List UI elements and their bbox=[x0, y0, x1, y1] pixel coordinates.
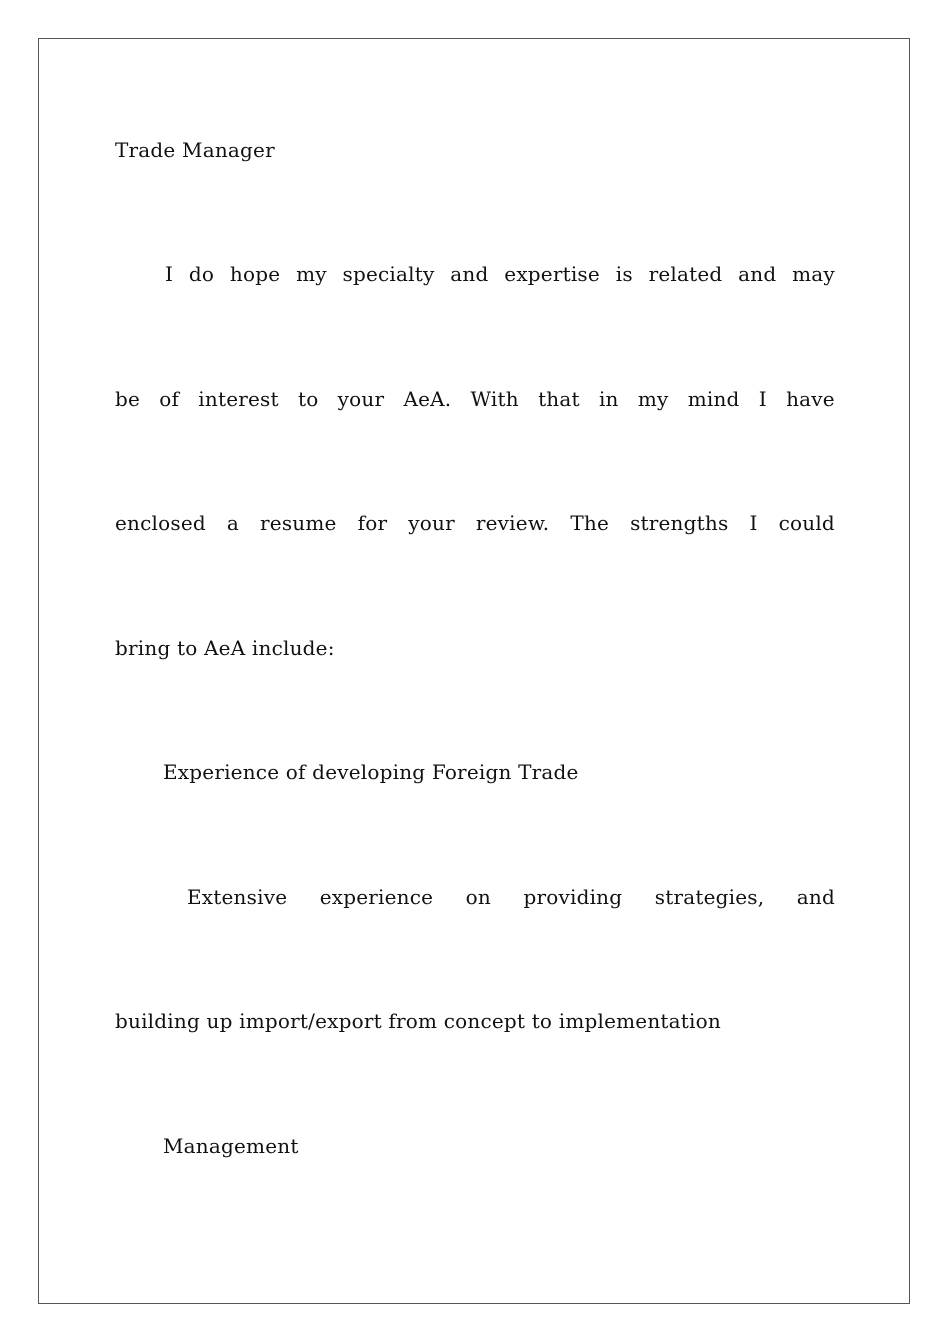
word: and bbox=[796, 885, 835, 909]
word: on bbox=[465, 885, 491, 909]
word: my bbox=[637, 387, 669, 411]
list-item bbox=[187, 884, 835, 910]
word: enclosed bbox=[115, 511, 206, 535]
word: in bbox=[598, 387, 619, 411]
word: related bbox=[648, 262, 723, 286]
word: hope bbox=[229, 262, 281, 286]
word: specialty bbox=[342, 262, 435, 286]
word: have bbox=[786, 387, 835, 411]
word: my bbox=[296, 262, 327, 286]
word: With bbox=[470, 387, 519, 411]
paragraph-line bbox=[115, 386, 835, 412]
word: resume bbox=[260, 511, 337, 535]
word: review. bbox=[475, 511, 550, 535]
word: expertise bbox=[504, 262, 600, 286]
word: experience bbox=[319, 885, 434, 909]
list-item: Management bbox=[163, 1134, 299, 1158]
word: strategies, bbox=[654, 885, 765, 909]
word: strengths bbox=[630, 511, 729, 535]
word: and bbox=[450, 262, 489, 286]
paragraph-line bbox=[115, 510, 835, 536]
page-border bbox=[38, 38, 910, 1304]
word: be bbox=[115, 387, 141, 411]
list-item-continuation: building up import/export from concept to implementation bbox=[115, 1009, 721, 1033]
word: that bbox=[538, 387, 580, 411]
word: I bbox=[749, 511, 758, 535]
word: AeA. bbox=[403, 387, 452, 411]
word: I bbox=[758, 387, 767, 411]
word: The bbox=[570, 511, 610, 535]
word: and bbox=[738, 262, 777, 286]
word: could bbox=[778, 511, 835, 535]
list-item: Experience of developing Foreign Trade bbox=[163, 760, 579, 784]
document-title: Trade Manager bbox=[115, 138, 275, 162]
word: providing bbox=[523, 885, 623, 909]
paragraph-line: bring to AeA include: bbox=[115, 636, 335, 660]
word: do bbox=[188, 262, 215, 286]
word: Extensive bbox=[187, 885, 288, 909]
word: I bbox=[165, 262, 174, 286]
word: is bbox=[615, 262, 633, 286]
word: to bbox=[297, 387, 319, 411]
word: for bbox=[357, 511, 388, 535]
word: interest bbox=[198, 387, 279, 411]
word: your bbox=[408, 511, 455, 535]
word: of bbox=[159, 387, 180, 411]
word: mind bbox=[687, 387, 740, 411]
word: may bbox=[792, 262, 835, 286]
word: your bbox=[337, 387, 385, 411]
paragraph-line bbox=[165, 261, 835, 287]
word: a bbox=[226, 511, 240, 535]
